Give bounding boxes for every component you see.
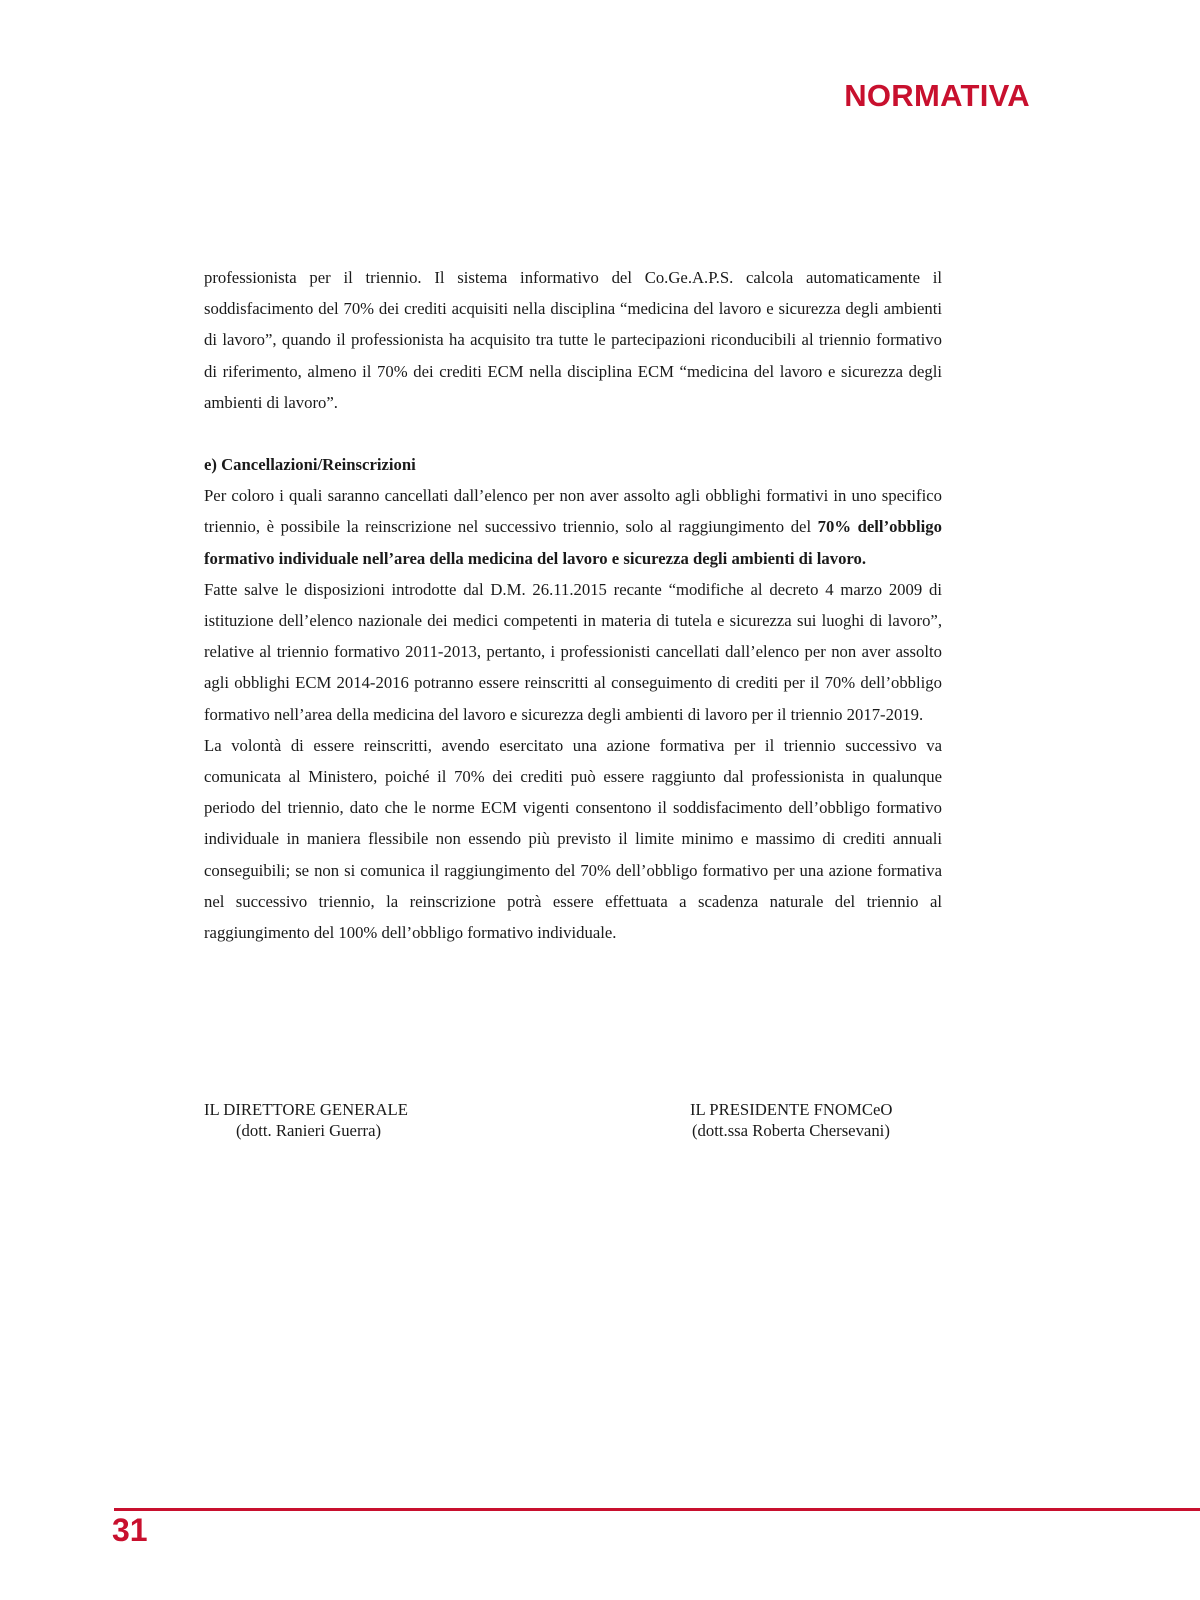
paragraph-reinscription-text: Per coloro i quali saranno cancellati dall’elenco per non aver assolto agli obblighi formativi in uno specifico triennio, è possibile la reinscrizione nel successivo triennio, solo al raggiungimento del <box>204 486 942 537</box>
signature-director-name: (dott. Ranieri Guerra) <box>236 1121 382 1140</box>
signature-president-title: IL PRESIDENTE FNOMCeO <box>690 1100 893 1119</box>
signature-president <box>690 1099 892 1141</box>
paragraph-dm-provisions: Fatte salve le disposizioni introdotte dal D.M. 26.11.2015 recante “modifiche al decreto 4 marzo 2009 di istituzione dell’elenco nazionale dei medici competenti in materia di tutela e sicurezza sui luoghi di lavoro”, relative al triennio formativo 2011-2013, pertanto, i professionisti cancellati dall’elenco per non aver assolto agli obblighi ECM 2014-2016 potranno essere reinscritti al conseguimento di crediti per il 70% dell’obbligo formativo nell’area della medicina del lavoro e sicurezza degli ambienti di lavoro per il triennio 2017-2019. <box>204 579 942 724</box>
signature-president-name: (dott.ssa Roberta Chersevani) <box>692 1121 890 1140</box>
signature-director-title: IL DIRETTORE GENERALE <box>204 1100 408 1119</box>
paragraph-reinscription-bold: 70% dell’obbligo formativo individuale nell’area della medicina del lavoro e sicurezza degli ambienti di lavoro. <box>204 517 942 568</box>
document-body <box>204 262 942 948</box>
page-number: 31 <box>112 1512 148 1548</box>
paragraph-reinscription <box>204 480 942 574</box>
paragraph-spacer <box>204 418 942 449</box>
paragraph-intro: professionista per il triennio. Il sistema informativo del Co.Ge.A.P.S. calcola automaticamente il soddisfacimento del 70% dei crediti acquisiti nella disciplina “medicina del lavoro e sicurezza degli ambienti di lavoro”, quando il professionista ha acquisito tra tutte le partecipazioni riconducibili al triennio formativo di riferimento, almeno il 70% dei crediti ECM nella disciplina ECM “medicina del lavoro e sicurezza degli ambienti di lavoro”. <box>204 268 942 412</box>
section-title: NORMATIVA <box>844 78 1030 113</box>
signature-director <box>204 1099 408 1141</box>
footer-rule <box>114 1508 1200 1511</box>
paragraph-will-reinscription: La volontà di essere reinscritti, avendo esercitato una azione formativa per il triennio successivo va comunicata al Ministero, poiché il 70% dei crediti può essere raggiunto dal professionista in qualunque periodo del triennio, dato che le norme ECM vigenti consentono il soddisfacimento dell’obbligo formativo individuale in maniera flessibile non essendo più previsto il limite minimo e massimo di crediti annuali conseguibili; se non si comunica il raggiungimento del 70% dell’obbligo formativo per una azione formativa nel successivo triennio, la reinscrizione potrà essere effettuata a scadenza naturale del triennio al raggiungimento del 100% dell’obbligo formativo individuale. <box>204 735 942 943</box>
section-heading-e: e) Cancellazioni/Reinscrizioni <box>204 455 416 475</box>
